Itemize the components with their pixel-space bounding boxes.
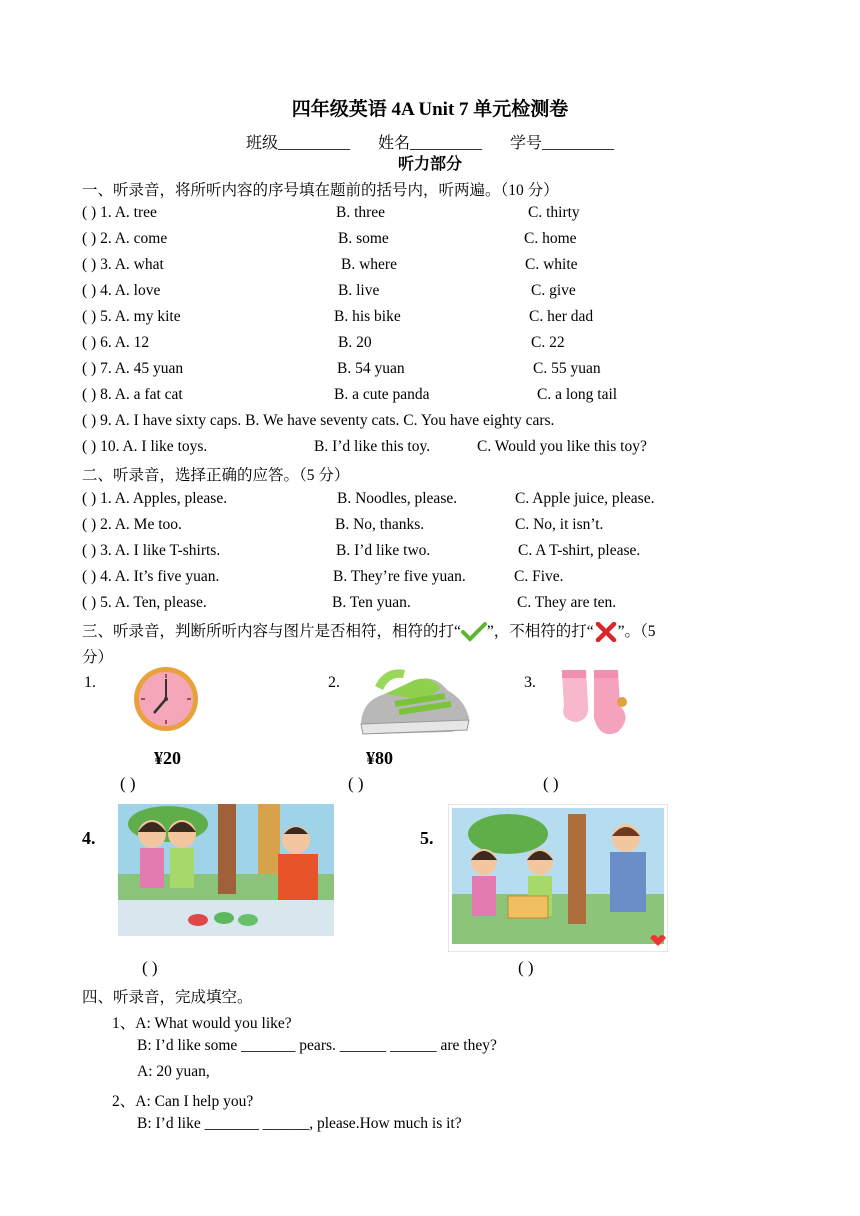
name-field: 姓名_________ [377,135,482,152]
option-c-section1-3: C. white [525,256,578,273]
dialog-line: B: I’d like some _______ pears. ______ ______ are they? [137,1037,497,1054]
option-b-section1-6: B. 20 [338,334,372,351]
option-b-section1-7: B. 54 yuan [337,360,405,377]
section2-heading: 二、听录音，选择正确的应答。（5 分） [82,467,350,484]
option-c-section1-2: C. home [524,230,577,247]
section3-heading-cont: 分） [82,649,114,666]
student-info [0,130,860,153]
question-section1-1[interactable]: ( ) 1. A. tree [82,204,157,221]
price-label-1: ¥20 [154,748,181,768]
answer-blank-5[interactable]: ( ) [518,958,534,977]
option-c-section1-4: C. give [531,282,576,299]
question-section1-4[interactable]: ( ) 4. A. love [82,282,161,299]
option-c-section1-5: C. her dad [529,308,594,325]
answer-blank-1[interactable]: ( ) [120,774,136,793]
option-b-section1-4: B. live [338,282,380,299]
option-b-section2-1: B. Noodles, please. [337,490,458,507]
option-b-section1-2: B. some [338,230,389,247]
option-c-section2-4: C. Five. [514,568,564,585]
check-icon [461,622,487,642]
pic-number-5: 5. [420,828,434,848]
option-b-section2-2: B. No, thanks. [335,516,425,533]
question-section1-8[interactable]: ( ) 8. A. a fat cat [82,386,183,403]
dialog-line: A: 20 yuan, [137,1063,210,1080]
id-field: 学号_________ [510,135,615,152]
option-c-section1-10: C. Would you like this toy? [477,438,647,455]
cross-icon [594,622,618,642]
option-c-section1-8: C. a long tail [537,386,618,403]
gift-scene-image [448,804,668,957]
question-section1-10[interactable]: ( ) 10. A. I like toys. [82,438,208,455]
option-b-section2-5: B. Ten yuan. [332,594,411,611]
answer-blank-4[interactable]: ( ) [142,958,158,977]
section1-heading: 一、听录音，将所听内容的序号填在题前的括号内，听两遍。（10 分） [82,182,559,199]
question-section2-1[interactable]: ( ) 1. A. Apples, please. [82,490,228,507]
option-b-section1-5: B. his bike [334,308,401,325]
pic-number-2: 2. [328,674,340,691]
section3-heading-part: 三、听录音，判断所听内容与图片是否相符，相符的打“ [82,623,461,640]
option-b-section2-4: B. They’re five yuan. [333,568,466,585]
dialog-line: B: I’d like _______ ______, please.How much is it? [137,1115,462,1132]
question-section1-7[interactable]: ( ) 7. A. 45 yuan [82,360,184,377]
dialog-line: 1、A: What would you like? [112,1015,292,1032]
option-c-section2-1: C. Apple juice, please. [515,490,655,507]
option-c-section2-2: C. No, it isn’t. [515,516,604,533]
answer-blank-3[interactable]: ( ) [543,774,559,793]
option-c-section1-1: C. thirty [528,204,580,221]
shoes-image [355,660,475,747]
option-c-section1-7: C. 55 yuan [533,360,601,377]
option-b-section1-1: B. three [336,204,386,221]
question-section1-9[interactable]: ( ) 9. A. I have sixty caps. B. We have seventy cats. C. You have eighty cars. [82,412,555,429]
section4-heading: 四、听录音，完成填空。 [82,989,253,1006]
question-section1-2[interactable]: ( ) 2. A. come [82,230,168,247]
pic-number-1: 1. [84,674,96,691]
option-c-section2-3: C. A T-shirt, please. [518,542,641,559]
option-b-section1-10: B. I’d like this toy. [314,438,431,455]
question-section1-5[interactable]: ( ) 5. A. my kite [82,308,181,325]
pic-number-4: 4. [82,828,96,848]
option-b-section1-3: B. where [341,256,397,273]
clock-image [132,665,200,738]
option-b-section2-3: B. I’d like two. [336,542,431,559]
question-section2-2[interactable]: ( ) 2. A. Me too. [82,516,182,533]
section-subtitle: 听力部分 [397,156,462,173]
question-section2-3[interactable]: ( ) 3. A. I like T-shirts. [82,542,221,559]
section3-heading-part: ”。（5 [617,623,656,640]
section3-heading [82,619,656,642]
class-field: 班级_________ [245,135,350,152]
option-b-section1-8: B. a cute panda [334,386,430,403]
option-c-section1-6: C. 22 [531,334,565,351]
question-section1-3[interactable]: ( ) 3. A. what [82,256,164,273]
question-section1-6[interactable]: ( ) 6. A. 12 [82,334,150,351]
dialog-line: 2、A: Can I help you? [112,1093,254,1110]
question-section2-5[interactable]: ( ) 5. A. Ten, please. [82,594,207,611]
answer-blank-2[interactable]: ( ) [348,774,364,793]
question-section2-4[interactable]: ( ) 4. A. It’s five yuan. [82,568,220,585]
price-label-2: ¥80 [366,748,393,768]
socks-image [556,662,636,747]
pic-number-3: 3. [524,674,536,691]
option-c-section2-5: C. They are ten. [517,594,617,611]
shopping-scene-image [118,804,334,941]
section3-heading-part: ”，不相符的打“ [486,623,594,640]
page-title: 四年级英语 4A Unit 7 单元检测卷 [291,99,569,120]
